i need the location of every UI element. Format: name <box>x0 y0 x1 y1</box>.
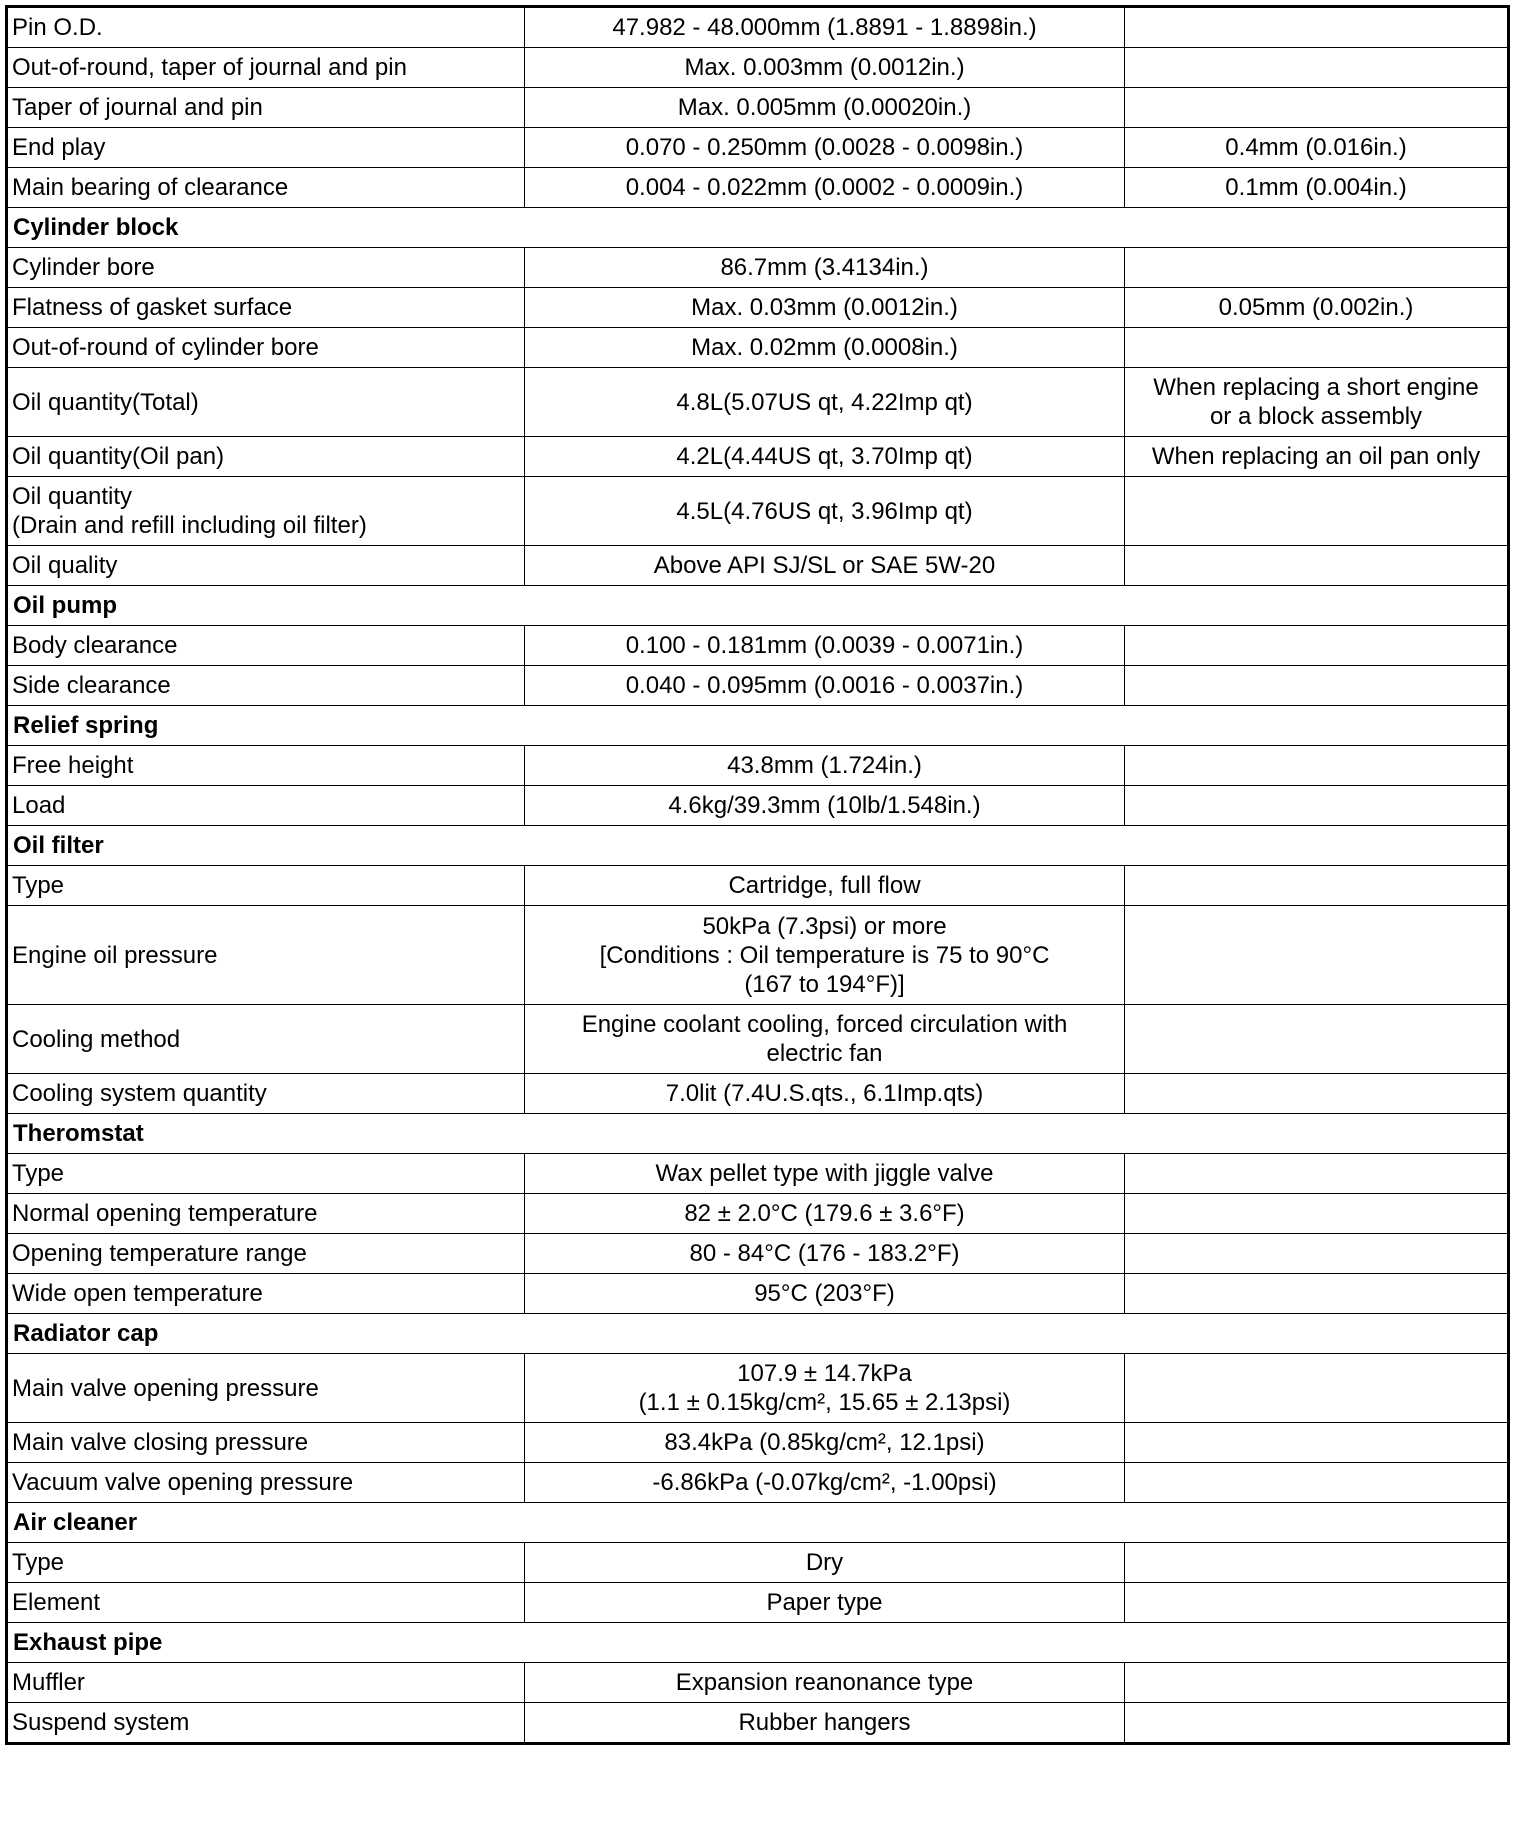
spec-value-cell: 86.7mm (3.4134in.) <box>525 248 1125 288</box>
spec-value-cell: Max. 0.003mm (0.0012in.) <box>525 48 1125 88</box>
section-title: Radiator cap <box>7 1314 1509 1354</box>
spec-row <box>7 1234 1509 1274</box>
spec-limit-cell <box>1125 88 1509 128</box>
spec-limit-cell <box>1125 746 1509 786</box>
spec-limit-cell <box>1125 1583 1509 1623</box>
spec-item-cell: Type <box>7 1543 525 1583</box>
spec-value-cell: 0.040 - 0.095mm (0.0016 - 0.0037in.) <box>525 666 1125 706</box>
spec-limit-cell <box>1125 626 1509 666</box>
spec-item-cell: Normal opening temperature <box>7 1194 525 1234</box>
spec-value-cell: 50kPa (7.3psi) or more [Conditions : Oil temperature is 75 to 90°C (167 to 194°F)] <box>525 906 1125 1005</box>
section-header-row <box>7 826 1509 866</box>
spec-value-cell: 43.8mm (1.724in.) <box>525 746 1125 786</box>
spec-item-cell: Free height <box>7 746 525 786</box>
spec-row <box>7 1423 1509 1463</box>
spec-item-cell: Suspend system <box>7 1703 525 1744</box>
spec-row <box>7 1194 1509 1234</box>
spec-value-cell: 83.4kPa (0.85kg/cm², 12.1psi) <box>525 1423 1125 1463</box>
spec-limit-cell <box>1125 1274 1509 1314</box>
spec-limit-cell <box>1125 1154 1509 1194</box>
spec-item-cell: Load <box>7 786 525 826</box>
spec-limit-cell <box>1125 1703 1509 1744</box>
spec-limit-cell <box>1125 7 1509 48</box>
section-title: Theromstat <box>7 1114 1509 1154</box>
spec-value-cell: Max. 0.005mm (0.00020in.) <box>525 88 1125 128</box>
spec-limit-cell <box>1125 666 1509 706</box>
spec-item-cell: Out-of-round, taper of journal and pin <box>7 48 525 88</box>
spec-limit-cell: 0.1mm (0.004in.) <box>1125 168 1509 208</box>
spec-limit-cell <box>1125 48 1509 88</box>
spec-row <box>7 1463 1509 1503</box>
section-header-row <box>7 1114 1509 1154</box>
spec-value-cell: 7.0lit (7.4U.S.qts., 6.1Imp.qts) <box>525 1074 1125 1114</box>
spec-item-cell: Main valve closing pressure <box>7 1423 525 1463</box>
spec-row <box>7 1005 1509 1074</box>
section-header-row <box>7 1623 1509 1663</box>
spec-row <box>7 906 1509 1005</box>
spec-item-cell: Muffler <box>7 1663 525 1703</box>
spec-item-cell: Cylinder bore <box>7 248 525 288</box>
spec-row <box>7 248 1509 288</box>
spec-limit-cell <box>1125 786 1509 826</box>
spec-item-cell: Main valve opening pressure <box>7 1354 525 1423</box>
section-title: Oil pump <box>7 586 1509 626</box>
spec-value-cell: Paper type <box>525 1583 1125 1623</box>
spec-row <box>7 88 1509 128</box>
spec-limit-cell <box>1125 1543 1509 1583</box>
section-title: Exhaust pipe <box>7 1623 1509 1663</box>
spec-row <box>7 48 1509 88</box>
spec-value-cell: Rubber hangers <box>525 1703 1125 1744</box>
spec-row <box>7 128 1509 168</box>
spec-row <box>7 477 1509 546</box>
spec-item-cell: Oil quantity (Drain and refill including oil filter) <box>7 477 525 546</box>
spec-item-cell: Cooling system quantity <box>7 1074 525 1114</box>
spec-limit-cell <box>1125 1234 1509 1274</box>
spec-row <box>7 1703 1509 1744</box>
spec-limit-cell <box>1125 1194 1509 1234</box>
spec-row <box>7 1154 1509 1194</box>
spec-limit-cell: When replacing a short engine or a block assembly <box>1125 368 1509 437</box>
spec-value-cell: 107.9 ± 14.7kPa (1.1 ± 0.15kg/cm², 15.65 ± 2.13psi) <box>525 1354 1125 1423</box>
spec-value-cell: 95°C (203°F) <box>525 1274 1125 1314</box>
spec-value-cell: Cartridge, full flow <box>525 866 1125 906</box>
spec-row <box>7 1074 1509 1114</box>
section-header-row <box>7 1503 1509 1543</box>
spec-limit-cell <box>1125 906 1509 1005</box>
section-title: Oil filter <box>7 826 1509 866</box>
spec-item-cell: Oil quality <box>7 546 525 586</box>
spec-value-cell: Above API SJ/SL or SAE 5W-20 <box>525 546 1125 586</box>
spec-item-cell: Taper of journal and pin <box>7 88 525 128</box>
specification-table-body <box>7 7 1509 1744</box>
spec-limit-cell <box>1125 1354 1509 1423</box>
spec-value-cell: -6.86kPa (-0.07kg/cm², -1.00psi) <box>525 1463 1125 1503</box>
spec-value-cell: 4.8L(5.07US qt, 4.22Imp qt) <box>525 368 1125 437</box>
spec-item-cell: Type <box>7 866 525 906</box>
spec-item-cell: Wide open temperature <box>7 1274 525 1314</box>
spec-item-cell: Out-of-round of cylinder bore <box>7 328 525 368</box>
spec-value-cell: 4.6kg/39.3mm (10lb/1.548in.) <box>525 786 1125 826</box>
spec-limit-cell <box>1125 1074 1509 1114</box>
spec-limit-cell <box>1125 1423 1509 1463</box>
spec-value-cell: Expansion reanonance type <box>525 1663 1125 1703</box>
spec-row <box>7 746 1509 786</box>
spec-row <box>7 1274 1509 1314</box>
spec-row <box>7 626 1509 666</box>
spec-row <box>7 1543 1509 1583</box>
section-header-row <box>7 208 1509 248</box>
spec-item-cell: Vacuum valve opening pressure <box>7 1463 525 1503</box>
spec-limit-cell <box>1125 248 1509 288</box>
spec-value-cell: Engine coolant cooling, forced circulation with electric fan <box>525 1005 1125 1074</box>
spec-value-cell: 0.070 - 0.250mm (0.0028 - 0.0098in.) <box>525 128 1125 168</box>
spec-item-cell: Body clearance <box>7 626 525 666</box>
spec-item-cell: Flatness of gasket surface <box>7 288 525 328</box>
spec-row <box>7 7 1509 48</box>
spec-item-cell: Opening temperature range <box>7 1234 525 1274</box>
spec-limit-cell <box>1125 1005 1509 1074</box>
spec-item-cell: Element <box>7 1583 525 1623</box>
spec-limit-cell <box>1125 477 1509 546</box>
spec-limit-cell: 0.05mm (0.002in.) <box>1125 288 1509 328</box>
spec-item-cell: Type <box>7 1154 525 1194</box>
spec-row <box>7 437 1509 477</box>
spec-item-cell: Main bearing of clearance <box>7 168 525 208</box>
section-title: Cylinder block <box>7 208 1509 248</box>
spec-limit-cell <box>1125 1463 1509 1503</box>
spec-value-cell: 47.982 - 48.000mm (1.8891 - 1.8898in.) <box>525 7 1125 48</box>
spec-row <box>7 288 1509 328</box>
section-header-row <box>7 706 1509 746</box>
spec-item-cell: Pin O.D. <box>7 7 525 48</box>
spec-row <box>7 368 1509 437</box>
section-header-row <box>7 586 1509 626</box>
spec-value-cell: 4.2L(4.44US qt, 3.70Imp qt) <box>525 437 1125 477</box>
spec-value-cell: 0.100 - 0.181mm (0.0039 - 0.0071in.) <box>525 626 1125 666</box>
spec-limit-cell: 0.4mm (0.016in.) <box>1125 128 1509 168</box>
section-title: Air cleaner <box>7 1503 1509 1543</box>
spec-row <box>7 1663 1509 1703</box>
spec-row <box>7 546 1509 586</box>
section-header-row <box>7 1314 1509 1354</box>
spec-value-cell: Max. 0.03mm (0.0012in.) <box>525 288 1125 328</box>
spec-row <box>7 328 1509 368</box>
spec-row <box>7 666 1509 706</box>
spec-value-cell: 80 - 84°C (176 - 183.2°F) <box>525 1234 1125 1274</box>
spec-value-cell: Wax pellet type with jiggle valve <box>525 1154 1125 1194</box>
spec-row <box>7 168 1509 208</box>
spec-limit-cell <box>1125 1663 1509 1703</box>
spec-limit-cell <box>1125 866 1509 906</box>
spec-item-cell: Engine oil pressure <box>7 906 525 1005</box>
spec-limit-cell: When replacing an oil pan only <box>1125 437 1509 477</box>
spec-value-cell: Dry <box>525 1543 1125 1583</box>
spec-item-cell: Cooling method <box>7 1005 525 1074</box>
spec-limit-cell <box>1125 328 1509 368</box>
spec-item-cell: Side clearance <box>7 666 525 706</box>
spec-item-cell: Oil quantity(Total) <box>7 368 525 437</box>
spec-limit-cell <box>1125 546 1509 586</box>
spec-row <box>7 866 1509 906</box>
spec-item-cell: End play <box>7 128 525 168</box>
spec-value-cell: Max. 0.02mm (0.0008in.) <box>525 328 1125 368</box>
spec-value-cell: 0.004 - 0.022mm (0.0002 - 0.0009in.) <box>525 168 1125 208</box>
spec-value-cell: 4.5L(4.76US qt, 3.96Imp qt) <box>525 477 1125 546</box>
spec-item-cell: Oil quantity(Oil pan) <box>7 437 525 477</box>
spec-row <box>7 1583 1509 1623</box>
spec-row <box>7 786 1509 826</box>
section-title: Relief spring <box>7 706 1509 746</box>
specification-table <box>5 5 1510 1745</box>
spec-value-cell: 82 ± 2.0°C (179.6 ± 3.6°F) <box>525 1194 1125 1234</box>
spec-row <box>7 1354 1509 1423</box>
